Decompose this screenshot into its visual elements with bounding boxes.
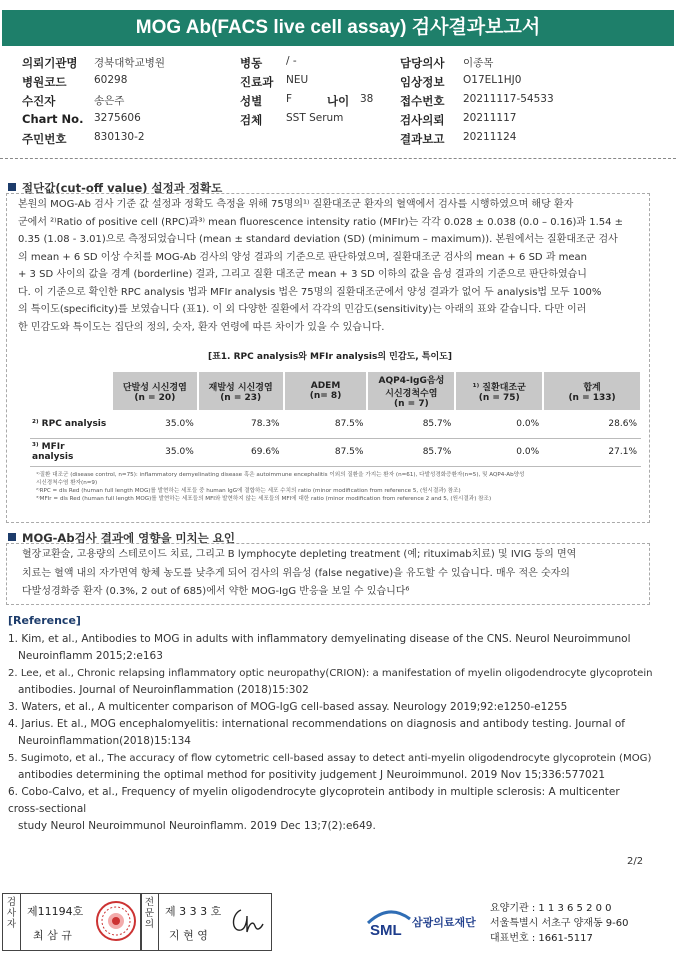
table-cell: 35.0% — [112, 410, 198, 438]
reference-line: Neuroinflammation(2018)15:134 — [18, 735, 191, 747]
sml-logo-icon — [366, 907, 412, 937]
reference-item — [8, 750, 652, 784]
table-header: ADEM (n= 8) — [284, 372, 368, 410]
value-institution: 경북대학교병원 — [94, 57, 166, 69]
report-title: MOG Ab(FACS live cell assay) 검사결과보고서 — [2, 10, 674, 46]
table-corner — [30, 372, 112, 410]
section2-text — [22, 546, 646, 602]
table-title: [표1. RPC analysis와 MFIr analysis의 민감도, 특이도] — [207, 352, 452, 362]
divider — [0, 158, 676, 159]
sensitivity-table — [30, 372, 642, 467]
specialist-name: 지 현 영 — [169, 929, 208, 942]
value-department: NEU — [286, 74, 309, 86]
row-label: ²⁾ RPC analysis — [30, 410, 112, 438]
value-sex: F — [286, 93, 293, 105]
org-address: 서울특별시 서초구 양재동 9-60 — [490, 918, 629, 929]
table-cell: 0.0% — [455, 438, 543, 466]
table-cell: 87.5% — [284, 410, 368, 438]
label-patient: 수진자 — [22, 94, 56, 108]
value-resident-no: 830130-2 — [94, 131, 145, 143]
section1-heading: 절단값(cut-off value) 설정과 정확도 — [8, 180, 222, 196]
paragraph-line: + 3 SD 사이의 값을 경계 (borderline) 결과, 그리고 질환 대조군 mean + 3 SD 이하의 값을 음성 결과의 기준으로 판단하였습니 — [18, 269, 587, 280]
label-age: 나이 — [327, 94, 350, 108]
examiner-name: 최 삼 규 — [33, 929, 72, 942]
value-report-date: 20211124 — [463, 131, 517, 143]
footnote: ²⁾RPC = dls Red (human full length MOG)를 발현하는 세포들 중 human IgG에 결합하는 세포 수치의 ratio (minor modification from reference 5, (원시결과) 참조) — [36, 488, 461, 494]
reference-line: 3. Waters, et al., A multicenter comparison of MOG-IgG cell-based assay. Neurology 2019;92:e1250-e1255 — [8, 701, 568, 713]
value-receipt-no: 20211117-54533 — [463, 93, 554, 105]
references — [8, 612, 653, 835]
table-cell: 78.3% — [198, 410, 284, 438]
seal-image — [95, 900, 137, 942]
label-resident-no: 주민번호 — [22, 132, 67, 146]
paragraph-line: 치료는 혈액 내의 자가면역 항체 농도를 낮추게 되어 검사의 위음성 (false negative)을 유도할 수 있습니다. 매우 적은 숫자의 — [22, 567, 570, 579]
org-name: 삼광의료재단 — [412, 916, 476, 929]
paragraph-line: 혈장교환술, 고용량의 스테로이드 치료, 그리고 B lymphocyte depleting treatment (예; rituximab치료) 및 IVIG 등의 면역 — [22, 549, 577, 560]
value-specimen: SST Serum — [286, 112, 344, 124]
label-report-date: 결과보고 — [400, 132, 445, 146]
specialist-vertical-label — [141, 894, 159, 950]
table-header: 단발성 시신경염 (n = 20) — [112, 372, 198, 410]
reference-line: cross-sectional — [8, 803, 87, 815]
footer — [2, 893, 674, 951]
examiner-vertical-label — [3, 894, 21, 950]
value-doctor: 이종목 — [463, 57, 494, 69]
bullet-square-icon — [8, 183, 16, 191]
label-institution: 의뢰기관명 — [22, 56, 78, 70]
value-chart-no: 3275606 — [94, 112, 141, 124]
label-receipt-no: 접수번호 — [400, 94, 445, 108]
label-request-date: 검사의뢰 — [400, 113, 445, 127]
reference-line: 6. Cobo-Calvo, et al., Frequency of myelin oligodendrocyte glycoprotein antibody in multiple sclerosis: A multicenter — [8, 786, 620, 798]
lab-code: 요양기관 : 1 1 3 6 5 2 0 0 — [490, 903, 612, 914]
signature-box-specialist — [140, 893, 272, 951]
reference-line: Neuroinflamm 2015;2:e163 — [18, 650, 163, 662]
reference-line: 1. Kim, et al., Antibodies to MOG in adults with inflammatory demyelinating disease of the CNS. Neurol Neuroimmunol — [8, 633, 631, 645]
signature-box-examiner — [2, 893, 142, 951]
reference-item — [8, 699, 648, 716]
paragraph-line: 의 mean + 6 SD 이상 수치를 MOG-Ab 검사의 양성 결과의 기준으로 판단하였으며, 질환대조군 검사의 mean + 6 SD 과 mean — [18, 251, 588, 263]
footnote: ³⁾MFIr = dls Red (human full length MOG)를 발현하는 세포들의 MFI와 발현하지 않는 세포들의 MFI에 대한 ratio (minor modification from reference 2 and 5, (원시결과) 참조) — [36, 496, 492, 502]
paragraph-line: 의 특이도(specificity)를 보였습니다 (표1). 이 외 다양한 질환에서 각각의 민감도(sensitivity)는 아래의 표와 같습니다. 다만 이러 — [18, 304, 587, 315]
label-clinical-info: 임상정보 — [400, 75, 445, 89]
footnote: 시신경척수염 환자(n=9) — [36, 480, 98, 486]
table-cell: 0.0% — [455, 410, 543, 438]
value-ward: / - — [286, 55, 297, 67]
table-cell: 27.1% — [543, 438, 641, 466]
label-chart-no: Chart No. — [22, 112, 84, 126]
paragraph-line: 다. 이 기준으로 확인한 RPC analysis 법과 MFIr analysis 법은 75명의 질환대조군에서 양성 결과가 없어 두 analysis법 모두 100% — [18, 286, 602, 298]
reference-line: 5. Sugimoto, et al., The accuracy of flow cytometric cell-based assay to detect anti-myelin oligodendrocyte glycoprotein (MOG) — [8, 753, 652, 764]
svg-text:SML: SML — [370, 922, 402, 937]
table-cell: 28.6% — [543, 410, 641, 438]
reference-item — [8, 784, 648, 835]
vertical-text: 전 문 의 — [144, 897, 155, 930]
reference-item — [8, 665, 653, 699]
label-hospital-code: 병원코드 — [22, 75, 67, 89]
paragraph-line: 0.35 (1.08 - 3.01)으로 측정되었습니다 (mean ± standard deviation (SD) (minimum – maximum)). 본원에서는 질환대조군 검사 — [18, 234, 618, 245]
label-specimen: 검체 — [240, 113, 263, 127]
value-clinical-info: O17EL1HJ0 — [463, 74, 522, 86]
page-number: 2/2 — [627, 856, 644, 867]
patient-info — [22, 55, 662, 150]
value-age: 38 — [360, 93, 374, 105]
signature-image — [227, 904, 267, 940]
reference-item — [8, 631, 648, 665]
table-cell: 35.0% — [112, 438, 198, 466]
label-doctor: 담당의사 — [400, 56, 445, 70]
table-footnotes — [36, 471, 646, 503]
footnote: ¹⁾질환 대조군 (disease control, n=75): inflammatory demyelinating disease 혹은 autoimmune encephalitis 이외의 질환을 가지는 환자 (n=61), 다발성경화증환자(n=5), 및 AQP4-Ab양성 — [36, 472, 525, 478]
examiner-license: 제11194호 — [27, 905, 84, 918]
vertical-text: 검 사 자 — [6, 897, 17, 930]
table-row — [30, 410, 641, 438]
row-label: ³⁾ MFIr analysis — [30, 438, 112, 466]
section2-heading: MOG-Ab검사 결과에 영향을 미치는 요인 — [8, 530, 235, 546]
label-department: 진료과 — [240, 75, 274, 89]
label-sex: 성별 — [240, 94, 263, 108]
org-phone: 대표번호 : 1661-5117 — [490, 933, 593, 944]
paragraph-line: 본원의 MOG-Ab 검사 기준 값 설정과 정확도 측정을 위해 75명의¹⁾ 질환대조군 환자의 혈액에서 검사를 시행하였으며 해당 환자 — [18, 199, 574, 210]
references-title: [Reference] — [8, 614, 81, 627]
table-header: 합계 (n = 133) — [543, 372, 641, 410]
table-cell: 85.7% — [367, 410, 455, 438]
reference-item — [8, 716, 648, 750]
paragraph-line: 다발성경화증 환자 (0.3%, 2 out of 685)에서 약한 MOG-IgG 반응을 보일 수 있습니다⁶ — [22, 586, 410, 597]
table-header: AQP4-IgG음성 시신경척수염 (n = 7) — [367, 372, 455, 410]
label-ward: 병동 — [240, 56, 263, 70]
value-hospital-code: 60298 — [94, 74, 128, 86]
section1-text — [18, 196, 648, 336]
table-row — [30, 438, 641, 466]
reference-line: 4. Jarius. Et al., MOG encephalomyelitis: international recommendations on diagnosis and antibody testing. Journal of — [8, 718, 625, 730]
reference-line: antibodies determining the optimal method for positivity judgement J Neuroimmunol. 2019 Nov 15;336:577021 — [18, 769, 606, 781]
paragraph-line: 한 민감도와 특이도는 집단의 정의, 숫자, 환자 연령에 따른 차이가 있을 수 있습니다. — [18, 321, 385, 333]
table-cell: 85.7% — [367, 438, 455, 466]
value-patient: 송은주 — [94, 95, 125, 107]
value-request-date: 20211117 — [463, 112, 517, 124]
org-contact — [490, 901, 629, 946]
paragraph-line: 군에서 ²⁾Ratio of positive cell (RPC)과³⁾ mean fluorescence intensity ratio (MFIr)는 각각 0.028 ± 0.038 (0.0 – 0.16)과 1.54 ± — [18, 216, 624, 228]
reference-line: 2. Lee, et al., Chronic relapsing inflammatory optic neuropathy(CRION): a manifestation of myelin oligodendrocyte glycoprotein — [8, 668, 653, 679]
reference-line: study Neurol Neuroimmunol Neuroinflamm. 2019 Dec 13;7(2):e649. — [18, 820, 376, 832]
table-cell: 87.5% — [284, 438, 368, 466]
table-cell: 69.6% — [198, 438, 284, 466]
specialist-license: 제 3 3 3 호 — [165, 905, 222, 918]
bullet-square-icon — [8, 533, 16, 541]
table-header: 재발성 시신경염 (n = 23) — [198, 372, 284, 410]
reference-line: antibodies. Journal of Neuroinflammation (2018)15:302 — [18, 684, 309, 696]
table-header: ¹⁾ 질환대조군 (n = 75) — [455, 372, 543, 410]
